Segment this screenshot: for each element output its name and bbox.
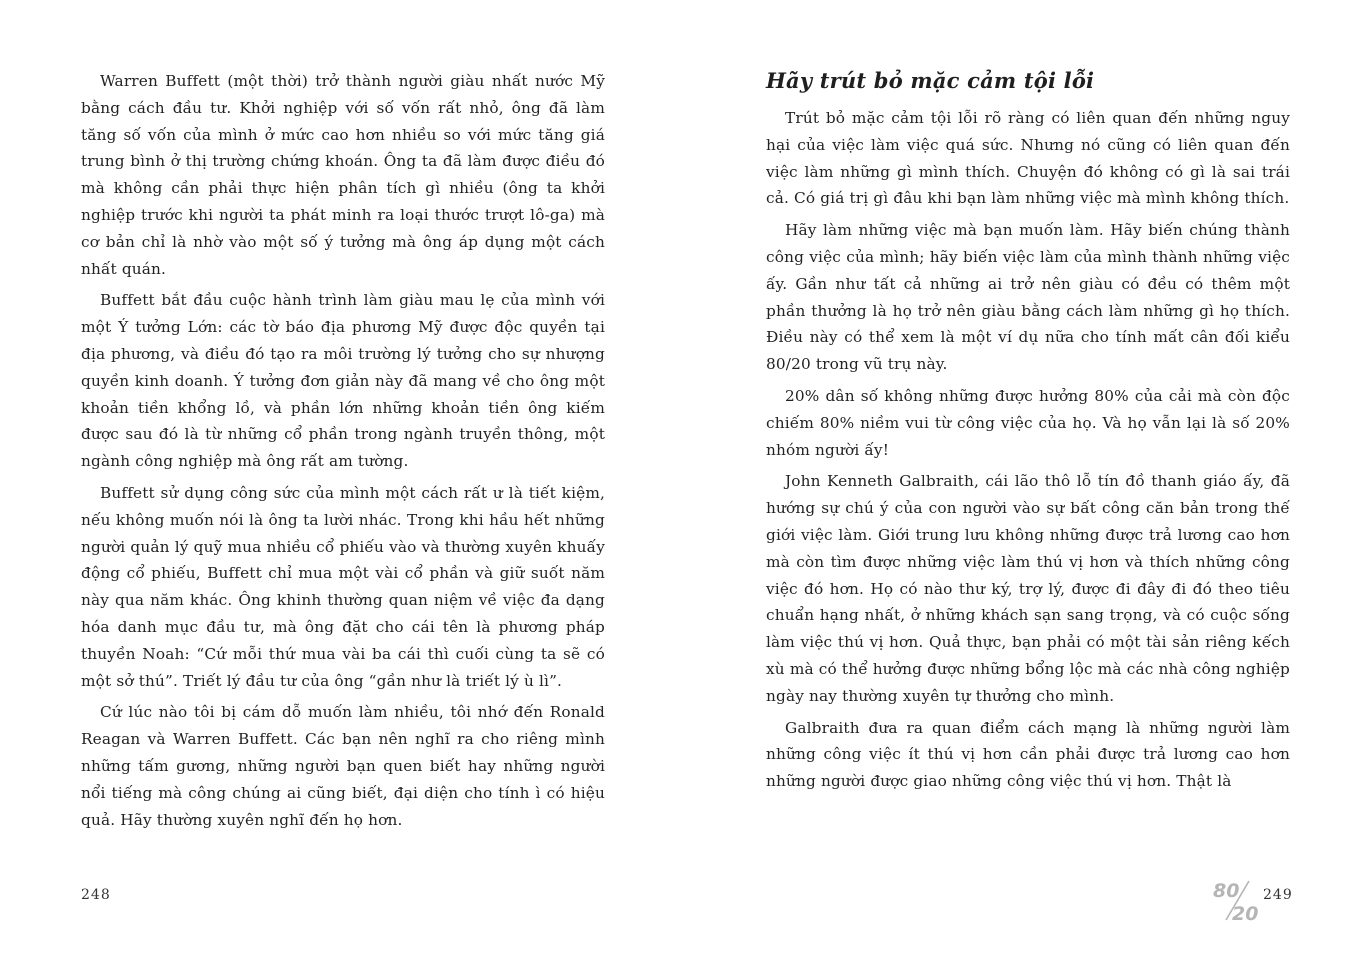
page-number: 249 — [1263, 887, 1293, 903]
logo-top-number: 80 — [1213, 880, 1240, 902]
left-page-body — [81, 68, 605, 838]
logo-bottom-number: 20 — [1232, 903, 1259, 924]
body-paragraph: 20% dân số không những được hưởng 80% của cải mà còn độc chiếm 80% niềm vui từ công việc của họ. Và họ vẫn lại là số 20% nhóm người ấy! — [766, 386, 1290, 459]
body-paragraph: Cứ lúc nào tôi bị cám dỗ muốn làm nhiều, tôi nhớ đến Ronald Reagan và Warren Buffett. Các bạn nên nghĩ ra cho riêng mình những tấm gương, những người bạn quen biết hay những người nổi tiếng mà công chúng ai cũng biết, đại diện cho tính ì có hiệu quả. Hãy thường xuyên nghĩ đến họ hơn. — [81, 703, 605, 829]
80-20-logo-icon — [1211, 878, 1261, 924]
page-number: 248 — [81, 887, 111, 903]
body-paragraph: Warren Buffett (một thời) trở thành người giàu nhất nước Mỹ bằng cách đầu tư. Khởi nghiệp với số vốn rất nhỏ, ông đã làm tăng số vốn của mình ở mức cao hơn nhiều so với mức tăng giá trung bình ở thị trường chứng khoán. Ông ta đã làm được điều đó mà không cần phải thực hiện phân tích gì nhiều (ông ta khởi nghiệp trước khi người ta phát minh ra loại thước trượt lô-ga) mà cơ bản chỉ là nhờ vào một số ý tưởng mà ông áp dụng một cách nhất quán. — [81, 72, 605, 278]
body-paragraph: Buffett sử dụng công sức của mình một cách rất ư là tiết kiệm, nếu không muốn nói là ông ta lười nhác. Trong khi hầu hết những người quản lý quỹ mua nhiều cổ phiếu vào và thường xuyên khuấy động cổ phiếu, Buffett chỉ mua một vài cổ phần và giữ suốt năm này qua năm khác. Ông khinh thường quan niệm về việc đa dạng hóa danh mục đầu tư, mà ông đặt cho cái tên là phương pháp thuyền Noah: “Cứ mỗi thứ mua vài ba cái thì cuối cùng ta sẽ có một sở thú”. Triết lý đầu tư của ông “gần như là triết lý ù lì”. — [81, 483, 605, 690]
body-paragraph: John Kenneth Galbraith, cái lão thô lỗ tín đồ thanh giáo ấy, đã hướng sự chú ý của con người vào sự bất công căn bản trong thế giới việc làm. Giới trung lưu không những được trả lương cao hơn mà còn tìm được những việc làm thú vị hơn và thích những công việc đó hơn. Họ có nào thư ký, trợ lý, được đi đây đi đó theo tiêu chuẩn hạng nhất, ở những khách sạn sang trọng, và có cuộc sống làm việc thú vị hơn. Quả thực, bạn phải có một tài sản riêng kếch xù mà có thể hưởng được những bổng lộc mà các nhà công nghiệp ngày nay thường xuyên tự thưởng cho mình. — [766, 472, 1290, 705]
right-page — [685, 0, 1370, 969]
body-paragraph: Galbraith đưa ra quan điểm cách mạng là những người làm những công việc ít thú vị hơn cần phải được trả lương cao hơn những người được giao những công việc thú vị hơn. Thật là — [766, 718, 1290, 791]
body-paragraph: Trút bỏ mặc cảm tội lỗi rõ ràng có liên quan đến những nguy hại của việc làm việc quá sức. Nhưng nó cũng có liên quan đến việc làm những gì mình thích. Chuyện đó không có gì là sai trái cả. Có giá trị gì đâu khi bạn làm những việc mà mình không thích. — [766, 109, 1290, 208]
section-heading: Hãy trút bỏ mặc cảm tội lỗi — [766, 68, 1095, 93]
body-paragraph: Hãy làm những việc mà bạn muốn làm. Hãy biến chúng thành công việc của mình; hãy biến việc làm của mình thành những việc ấy. Gần như tất cả những ai trở nên giàu có đều có thêm một phần thưởng là họ trở nên giàu bằng cách làm những gì họ thích. Điều này có thể xem là một ví dụ nữa cho tính mất cân đối kiểu 80/20 trong vũ trụ này. — [766, 221, 1290, 374]
right-page-body — [766, 63, 1290, 800]
body-paragraph: Buffett bắt đầu cuộc hành trình làm giàu mau lẹ của mình với một Ý tưởng Lớn: các tờ báo địa phương Mỹ được độc quyền tại địa phương, và điều đó tạo ra môi trường lý tưởng cho sự nhượng quyền kinh doanh. Ý tưởng đơn giản này đã mang về cho ông một khoản tiền khổng lồ, và phần lớn những khoản tiền ông kiếm được sau đó là từ những cổ phần trong ngành truyền thông, một ngành công nghiệp mà ông rất am tường. — [81, 291, 605, 471]
